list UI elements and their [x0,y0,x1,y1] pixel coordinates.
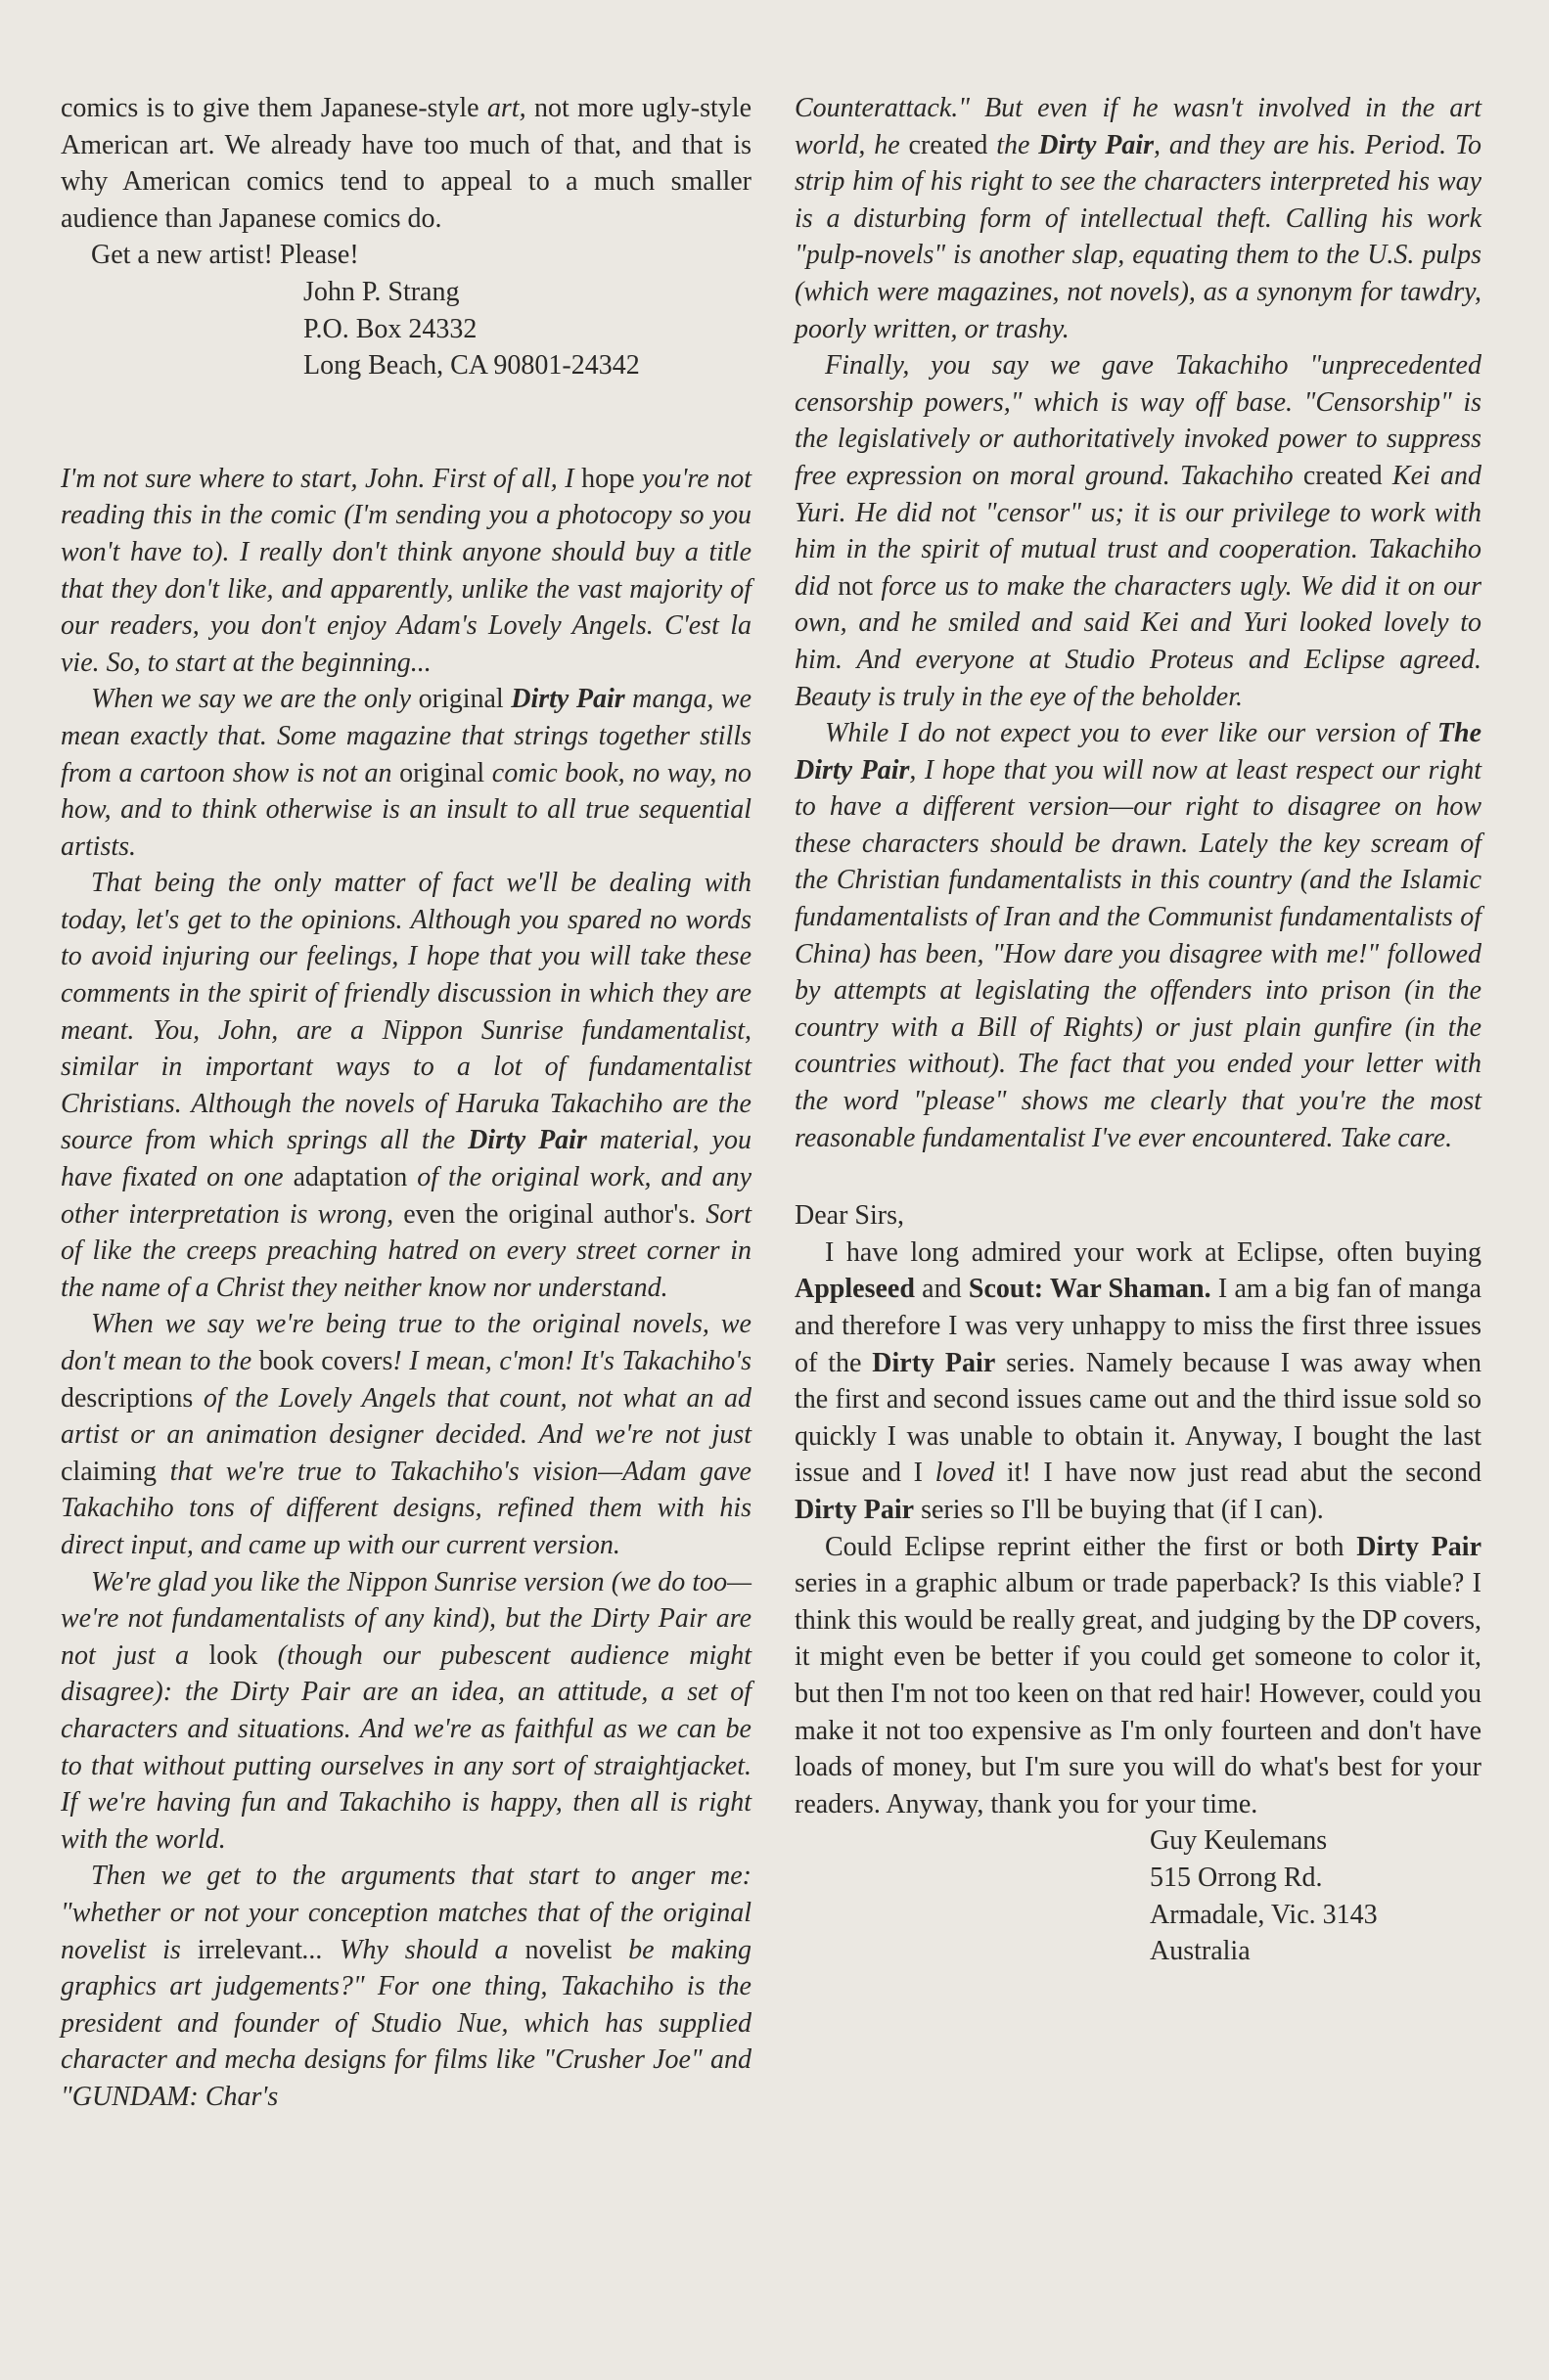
text-run: We're glad you like the Nippon Sunrise version (we do too—we're not fundamentalists of any kind), but the Dirty Pair are not just a [61,1566,752,1671]
text-run: claiming [61,1456,157,1487]
text-run: loved [934,1458,995,1489]
paragraph [795,715,1481,1156]
left-column [61,90,752,2115]
text-run: Counterattack." But even if he wasn't involved in the art world, he [795,93,1481,160]
text-run: created [1302,460,1383,491]
text-run: ! I mean, c'mon! It's Takachiho's [392,1346,752,1376]
text-run: Dirty Pair [795,1494,915,1525]
text-run: Sort of like the creeps preaching hatred on every street corner in the name of a Christ they neither know nor understand. [61,1198,752,1303]
text-run: series. Namely because I was away when the first and second issues came out and the third issue sold so quickly I was unable to obtain it. Anyway, I bought the last issue and I [795,1347,1482,1489]
text-run: Dirty Pair [468,1125,587,1156]
text-run: of the Lovely Angels that count, not what an ad artist or an animation designer decided. And we're not just [61,1382,752,1451]
text-run: ... Why should a [302,1934,525,1965]
text-run: Dirty Pair [1038,129,1155,160]
text-run: not more ugly-style American art. We already have too much of that, and that is why American comics tend to appeal to a much smaller audience than Japanese comics do. [61,93,752,234]
text-run: comic book, no way, no how, and to think otherwise is an insult to all true sequential artists. [61,757,752,862]
text-run: of the original work, and any other interpretation is wrong, [61,1162,752,1230]
text-run: When we say we are the only [91,684,419,715]
paragraph [61,1564,752,1859]
text-run: adaptation [293,1162,408,1193]
paragraph [61,90,752,237]
text-run: that we're true to Takachiho's vision—Adam gave Takachiho tons of different designs, refined them with his direct input, and came up with our current version. [61,1456,752,1560]
text-run: Dirty Pair [1356,1531,1482,1562]
text-run: Appleseed [795,1274,915,1305]
text-run: even the original author's. [403,1198,697,1230]
text-run: force us to make the characters ugly. We did it on our own, and he smiled and said Kei and Yuri looked lovely to him. And everyone at Studio Proteus and Eclipse agreed. Beauty is truly in the eye of the beholder. [795,570,1482,712]
paragraph [795,1529,1481,1823]
address-line: 515 Orrong Rd. [1150,1862,1323,1893]
text-run: I'm not sure where to start, John. First of all, I [61,463,582,494]
text-run: the [987,129,1039,160]
text-run: , I hope that you will now at least respect our right to have a different version—our right to disagree on how these characters should be drawn. Lately the key scream of the Christian fundamentalists in this country (and the Islamic fundamentalists of Iran and the Communist fundamentalists of China) has been, "How dare you disagree with me!" followed by attempts at legislating the offenders into prison (in the country with a Bill of Rights) or just plain gunfire (in the countries without). The fact that you ended your letter with the word "please" shows me clearly that you're the most reasonable fundamentalist I've ever encountered. Take care. [795,754,1481,1153]
text-run: When we say we're being true to the original novels, we don't mean to the [61,1309,752,1376]
text-run: Dirty Pair [872,1347,996,1378]
editor-reply-continued [795,90,1481,1156]
address-line: Armadale, Vic. 3143 [1150,1899,1378,1930]
address-line: John P. Strang [303,276,460,307]
address-line: Australia [1150,1936,1251,1967]
text-run: Dear Sirs, [795,1200,904,1232]
text-run: Could Eclipse reprint either the first or both [825,1531,1357,1562]
address-line: Long Beach, CA 90801-24342 [303,350,640,382]
letter-signature [303,274,752,384]
text-run: book covers [258,1346,393,1376]
paragraph [61,1858,752,2115]
text-run: series in a graphic album or trade paperback? Is this viable? I think this would be really great, and judging by the DP covers, it might even be better if you could get someone to color it, but then I'm not too keen on that red hair! However, could you make it not too expensive as I'm only fourteen and don't have loads of money, but I'm sure you will do what's best for your readers. Anyway, thank you for your time. [795,1568,1481,1819]
letter-intro [61,90,752,274]
paragraph [61,461,752,682]
text-run: art, [486,93,526,123]
paragraph [795,1197,1481,1235]
paragraph [795,347,1481,715]
text-run: and [914,1274,969,1305]
text-run: series so I'll be buying that (if I can). [914,1494,1324,1525]
text-run: it! I have now just read abut the second [994,1458,1481,1489]
text-run: comics is to give them Japanese-style [61,93,487,123]
text-run: descriptions [61,1382,194,1414]
text-run: That being the only matter of fact we'll be dealing with today, let's get to the opinions. Although you spared no words to avoid injuring our feelings, I hope that you will take these comments in the spirit of friendly discussion in which they are meant. You, John, are a Nippon Sunrise fundamentalist, similar in important ways to a lot of fundamentalist Christians. Although the novels of Haruka Takachiho are the source from which springs all the [61,868,752,1156]
text-run: Then we get to the arguments that start to anger me: "whether or not your conception matches that of the original novelist is [61,1861,752,1965]
text-run: Get a new artist! Please! [91,240,359,271]
text-run: look [208,1639,258,1671]
text-run: be making graphics art judgements?" For one thing, Takachiho is the president and founder of Studio Nue, which has supplied character and mecha designs for films like "Crusher Joe" and "GUNDAM: Char's [61,1934,752,2112]
text-run: I am a big fan of manga and therefore I was very unhappy to miss the first three issues of the [795,1274,1482,1378]
text-run: Finally, you say we gave Takachiho "unprecedented censorship powers," which is way off base. "Censorship" is the legislatively or authoritatively invoked power to suppress free expression on moral ground. Takachiho [795,350,1481,491]
text-run: manga, we mean exactly that. Some magazine that strings together stills from a cartoon show is not an [61,684,752,788]
text-run: not [838,570,873,602]
paragraph [61,1306,752,1563]
text-run: , and they are his. Period. To strip him of his right to see the characters interpreted his way is a disturbing form of intellectual theft. Calling his work "pulp-novels" is another slap, equating them to the U.S. pulps (which were magazines, not novels), as a synonym for tawdry, poorly written, or trashy. [795,129,1482,344]
text-run: I have long admired your work at Eclipse, often buying [825,1236,1481,1268]
address-line: Guy Keulemans [1150,1825,1328,1857]
text-run: Kei and Yuri. He did not "censor" us; it is our privilege to work with him in the spirit of mutual trust and cooperation. Takachiho did [795,460,1481,602]
paragraph [61,237,752,274]
text-run: original [418,684,512,715]
address-line: P.O. Box 24332 [303,313,478,344]
paragraph [61,865,752,1306]
text-run: original [399,757,485,788]
right-column [795,90,1481,1970]
reader-letter [795,1197,1481,1822]
text-run: novelist [524,1934,613,1965]
text-run: hope [581,463,635,494]
text-run: created [908,129,988,160]
paragraph [795,90,1481,347]
text-run: irrelevant [197,1934,303,1965]
text-run: material, you have fixated on one [61,1125,752,1193]
paragraph [795,1235,1481,1529]
paragraph [61,681,752,865]
text-run: The Dirty Pair [795,718,1481,786]
editor-reply [61,461,752,2116]
text-run: Dirty Pair [511,684,625,715]
text-run: Scout: War Shaman. [968,1274,1211,1305]
text-run: While I do not expect you to ever like our version of [825,718,1437,749]
text-run: (though our pubescent audience might disagree): the Dirty Pair are an idea, an attitude, a set of characters and situations. And we're as faithful as we can be to that without putting ourselves in any sort of straightjacket. If we're having fun and Takachiho is happy, then all is right with the world. [61,1639,752,1855]
text-run: you're not reading this in the comic (I'm sending you a photocopy so you won't have to). I really don't think anyone should buy a title that they don't like, and apparently, unlike the vast majority of our readers, you don't enjoy Adam's Lovely Angels. C'est la vie. So, to start at the beginning... [61,463,752,678]
letter-signature [1150,1822,1481,1969]
